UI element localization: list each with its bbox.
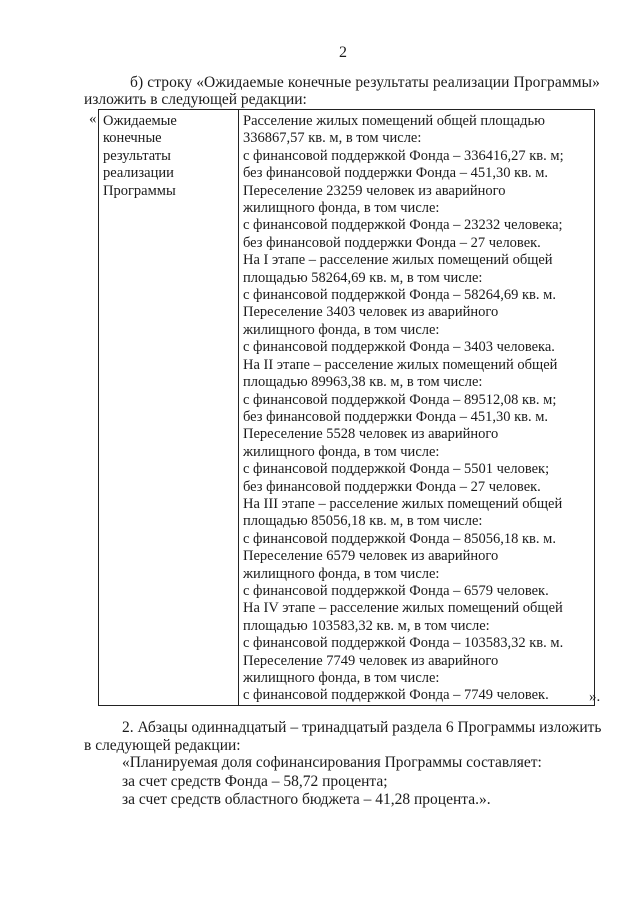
intro-line-1: б) строку «Ожидаемые конечные результаты реализации Программы» (130, 74, 601, 91)
value-line: жилищного фонда, в том числе: (243, 565, 440, 582)
value-line: с финансовой поддержкой Фонда – 89512,08 кв. м; (243, 391, 557, 408)
label-line: реализации (103, 165, 174, 182)
value-line: Переселение 6579 человек из аварийного (243, 548, 499, 565)
value-line: с финансовой поддержкой Фонда – 5501 человек; (243, 461, 550, 478)
value-line: Расселение жилых помещений общей площадью (243, 113, 546, 129)
value-line: 336867,57 кв. м, в том числе: (243, 130, 422, 147)
label-line: результаты (103, 147, 171, 164)
value-line: Переселение 5528 человек из аварийного (243, 426, 499, 443)
label-line: конечные (103, 130, 162, 147)
quoted-line: «Планируемая доля софинансирования Программы составляет: (122, 754, 542, 771)
intro-line-2: изложить в следующей редакции: (84, 91, 307, 108)
value-line: без финансовой поддержки Фонда – 451,30 кв. м. (243, 165, 549, 182)
program-results-table (98, 109, 595, 706)
label-cell (99, 110, 239, 706)
value-line: без финансовой поддержки Фонда – 27 человек. (243, 234, 541, 251)
value-line: жилищного фонда, в том числе: (243, 670, 440, 686)
value-cell (239, 110, 595, 706)
value-line: с финансовой поддержкой Фонда – 103583,32 кв. м. (243, 635, 564, 652)
value-line: без финансовой поддержки Фонда – 27 человек. (243, 478, 541, 495)
value-line: жилищного фонда, в том числе: (243, 200, 440, 217)
value-line: площадью 103583,32 кв. м, в том числе: (243, 617, 490, 634)
item-2-paragraph (84, 719, 614, 755)
item-2-line-1: 2. Абзацы одиннадцатый – тринадцатый раздела 6 Программы изложить (122, 719, 602, 736)
value-line: Переселение 23259 человек из аварийного (243, 182, 506, 199)
quoted-line: за счет средств Фонда – 58,72 процента; (122, 772, 388, 790)
value-line: На IV этапе – расселение жилых помещений общей (243, 600, 563, 617)
value-line: с финансовой поддержкой Фонда – 23232 человека; (243, 217, 563, 234)
value-line: без финансовой поддержки Фонда – 451,30 кв. м. (243, 408, 549, 425)
value-line: жилищного фонда, в том числе: (243, 443, 440, 460)
value-line: с финансовой поддержкой Фонда – 3403 человека. (243, 339, 555, 356)
label-line: Программы (103, 182, 176, 199)
value-line: с финансовой поддержкой Фонда – 85056,18 кв. м. (243, 530, 556, 547)
value-line: Переселение 7749 человек из аварийного (243, 652, 499, 669)
value-line: На I этапе – расселение жилых помещений общей (243, 252, 553, 269)
value-line: с финансовой поддержкой Фонда – 58264,69 кв. м. (243, 287, 556, 304)
value-line: площадью 89963,38 кв. м, в том числе: (243, 374, 483, 391)
value-line: Переселение 3403 человек из аварийного (243, 304, 499, 321)
quoted-line: за счет средств областного бюджета – 41,28 процента.». (122, 791, 491, 808)
value-line: с финансовой поддержкой Фонда – 336416,27 кв. м; (243, 147, 564, 164)
value-line: На II этапе – расселение жилых помещений общей (243, 356, 558, 373)
value-line: площадью 85056,18 кв. м, в том числе: (243, 513, 483, 530)
value-line: с финансовой поддержкой Фонда – 7749 человек. (243, 687, 549, 704)
value-line: с финансовой поддержкой Фонда – 6579 человек. (243, 582, 549, 599)
item-2-line-2: в следующей редакции: (84, 737, 241, 754)
value-line: жилищного фонда, в том числе: (243, 321, 440, 338)
value-line: площадью 58264,69 кв. м, в том числе: (243, 269, 483, 286)
quoted-text-block (122, 754, 602, 810)
page-number: 2 (339, 44, 347, 61)
label-line: Ожидаемые (103, 113, 177, 129)
intro-paragraph (84, 74, 612, 108)
table-row (99, 110, 595, 706)
value-line: На III этапе – расселение жилых помещений общей (243, 495, 563, 512)
closing-quote: ». (589, 689, 601, 705)
opening-quote: « (89, 111, 97, 127)
